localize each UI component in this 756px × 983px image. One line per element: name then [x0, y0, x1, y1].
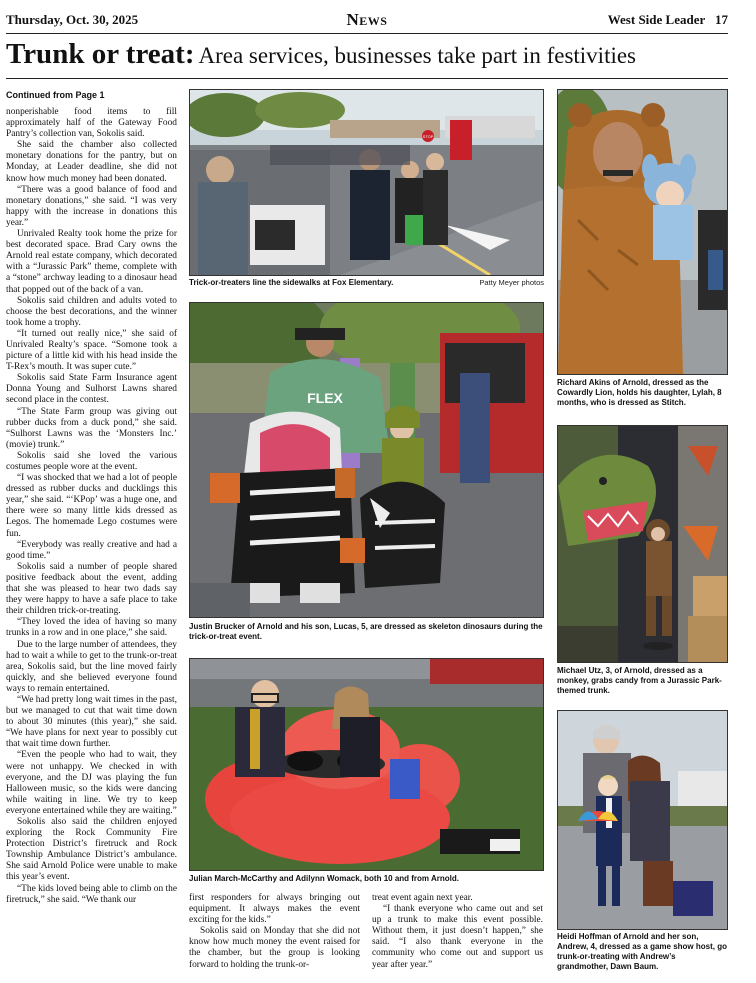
- article-paragraph: Due to the large number of attendees, they had to wait a while to get to the trunk-or-treat area, Sokolis said, but the line moved fairly quickly, and she believed everyone found ways to remain entertained.: [6, 639, 177, 694]
- photo-fox-elementary: [189, 89, 544, 276]
- caption-skeleton-dinosaurs: Justin Brucker of Arnold and his son, Lucas, 5, are dressed as skeleton dinosaurs during the trick-or-treat event.: [189, 622, 543, 641]
- section-name: News: [346, 10, 388, 29]
- article-paragraph: Sokolis said on Monday that she did not know how much money the event raised for the chamber, but the group is looking forward to holding the trunk-or-: [189, 926, 360, 970]
- caption-fox-elementary: Trick-or-treaters line the sidewalks at Fox Elementary.: [189, 278, 394, 287]
- article-paragraph: “I was shocked that we had a lot of people dressed as rubber ducks and ducklings this year,” she said. “‘KPop’ was a huge one, and there were so many little kids dressed as Legos. The homemade Lego costumes were fun.: [6, 473, 177, 539]
- headline-main: Trunk or treat:: [6, 38, 195, 70]
- photo-skeleton-dinosaurs: [189, 302, 544, 618]
- article-paragraph: Sokolis said children and adults voted to choose the best decorations, and the winner took home a trophy.: [6, 295, 177, 328]
- article-paragraph: “Even the people who had to wait, they were not unhappy. We checked in with everyone, and the DJ was playing the fun Halloween music, so the kids were dancing while waiting in line. We try to keep everyone entertained while they are waiting.”: [6, 750, 177, 816]
- article-paragraph: “There was a good balance of food and monetary donations,” she said. “I was very happy with the increase in donations this year.”: [6, 184, 177, 228]
- photo-credit: Patty Meyer photos: [479, 278, 544, 287]
- article-paragraph: Sokolis said she loved the various costumes people wore at the event.: [6, 450, 177, 472]
- header-rule: [6, 33, 728, 34]
- article-paragraph: “The State Farm group was giving out rubber ducks from a duck pond,” she said. “Sulhorst Lawns was the ‘Monsters Inc.’ (movie) trunk.”: [6, 406, 177, 450]
- article-paragraph: “We had pretty long wait times in the past, but we managed to cut that wait time down to about 30 minutes (this year),” she said. “We have plans for next year to possibly cut that wait time down further.: [6, 694, 177, 750]
- page-header: [6, 10, 728, 32]
- issue-date: Thursday, Oct. 30, 2025: [6, 12, 139, 27]
- flex-shirt-text: FLEX: [307, 390, 343, 406]
- headline: [6, 38, 736, 71]
- caption-cowardly-lion: Richard Akins of Arnold, dressed as the Cowardly Lion, holds his daughter, Lylah, 8 months, who is dressed as Stitch.: [557, 378, 722, 407]
- article-column-1: [6, 90, 177, 978]
- article-paragraph: “The kids loved being able to climb on the firetruck,” she said. “We thank our: [6, 883, 177, 905]
- headline-sub: Area services, businesses take part in festivities: [198, 43, 637, 68]
- article-paragraph: treat event again next year.: [372, 893, 473, 903]
- article-paragraph: nonperishable food items to fill approximately half of the Gateway Food Pantry’s collection van, Sokolis said.: [6, 107, 177, 140]
- article-paragraph: first responders for always bringing out equipment. It always makes the event exciting for the kids.”: [189, 893, 360, 926]
- caption-jurassic-trunk: Michael Utz, 3, of Arnold, dressed as a monkey, grabs candy from a Jurassic Park-themed trunk.: [557, 666, 722, 695]
- article-paragraph: “I thank everyone who came out and set up a trunk to make this event possible. Without them, it just doesn’t happen,” she said. “I also thank everyone in the community who come out and support us year after year.”: [372, 904, 543, 970]
- page-number: 17: [715, 12, 728, 27]
- article-body: [6, 107, 177, 906]
- caption-inflatable-duck: Julian March-McCarthy and Adilynn Womack, both 10 and from Arnold.: [189, 874, 459, 883]
- article-paragraph: “It turned out really nice,” she said of Unrivaled Realty’s space. “Somone took a picture of a little kid with his head inside the T-Rex’s mouth. It was super cute.”: [6, 328, 177, 373]
- article-column-3: [372, 893, 543, 981]
- article-paragraph: Unrivaled Realty took home the prize for best decorated space. Brad Cary owns the Arnold real estate company, which decorated with a “Jurassic Park” theme, complete with a “stone” archway leading to a dinosaur head that popped out of the back of a van.: [6, 229, 177, 295]
- newspaper-name: [608, 12, 728, 28]
- article-column-2: [189, 893, 360, 981]
- article-paragraph: Sokolis said a number of people shared positive feedback about the event, adding that she was pleased to hear two dads say they were happy to have a safe place to take their children trick-or-treating.: [6, 561, 177, 617]
- caption-hoffman-family: Heidi Hoffman of Arnold and her son, Andrew, 4, dressed as a game show host, go trunk-or-treating with Andrew’s grandmother, Dawn Baum.: [557, 932, 727, 971]
- continued-note: Continued from Page 1: [6, 90, 105, 100]
- article-paragraph: Sokolis said State Farm Insurance agent Donna Young and Sulhorst Lawns shared second place in the contest.: [6, 373, 177, 406]
- photo-cowardly-lion: [557, 89, 728, 375]
- headline-rule: [6, 78, 728, 79]
- article-paragraph: “Everybody was really creative and had a good time.”: [6, 539, 177, 561]
- paper-title: West Side Leader: [607, 12, 706, 27]
- photo-hoffman-family: [557, 710, 728, 930]
- stop-sign-text: STOP: [422, 134, 434, 139]
- photo-inflatable-duck: [189, 658, 544, 871]
- article-paragraph: Sokolis also said the children enjoyed exploring the Rock Community Fire Protection District’s firetruck and Rock Township Ambulance District’s ambulance. She said Arnold Police were unable to make this year’s event.: [6, 817, 177, 883]
- photo-jurassic-trunk: [557, 425, 728, 663]
- article-paragraph: “They loved the idea of having so many trunks in a row and in one place,” she said.: [6, 617, 177, 639]
- article-paragraph: She said the chamber also collected monetary donations for the pantry, but on Monday, at Leader deadline, she did not know how much money had been donated.: [6, 140, 177, 184]
